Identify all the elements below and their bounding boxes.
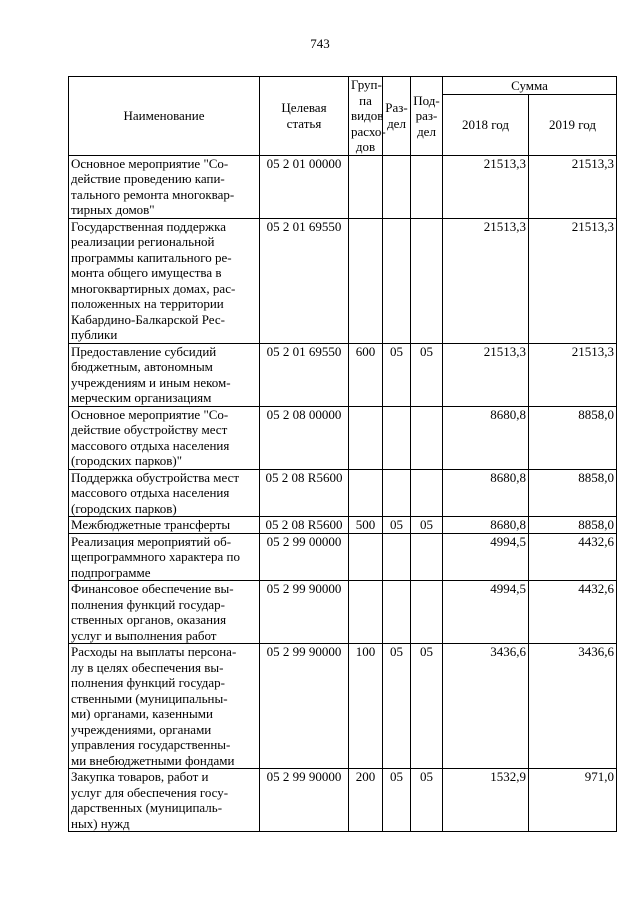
row-sum-2019: 21513,3 (529, 218, 617, 343)
row-sum-2019: 21513,3 (529, 343, 617, 406)
row-expense-group: 500 (349, 517, 383, 534)
row-subsection: 05 (411, 644, 443, 769)
row-target-code: 05 2 99 00000 (260, 533, 349, 581)
table-row (69, 517, 617, 534)
row-section (383, 469, 411, 517)
row-expense-group (349, 581, 383, 644)
row-name: Основное мероприятие "Со- действие обустройству мест массового отдыха населения (городских парков)" (69, 406, 260, 469)
row-name: Закупка товаров, работ и услуг для обеспечения госу- дарственных (муниципаль- ных) нужд (69, 769, 260, 832)
row-expense-group: 200 (349, 769, 383, 832)
row-section (383, 406, 411, 469)
row-sum-2018: 8680,8 (443, 517, 529, 534)
row-name: Государственная поддержка реализации региональной программы капитального ре- монта общего имущества в многоквартирных домах, рас- положенных на территории Кабардино-Балкарской Рес- публики (69, 218, 260, 343)
header-name: Наименование (69, 77, 260, 156)
row-subsection (411, 581, 443, 644)
page-number: 743 (310, 36, 330, 51)
table-row (69, 155, 617, 218)
row-sum-2019: 4432,6 (529, 581, 617, 644)
row-subsection (411, 533, 443, 581)
row-section (383, 155, 411, 218)
row-name: Финансовое обеспечение вы- полнения функций государ- ственных органов, оказания услуг и выполнения работ (69, 581, 260, 644)
row-subsection (411, 218, 443, 343)
row-name: Поддержка обустройства мест массового отдыха населения (городских парков) (69, 469, 260, 517)
row-expense-group: 100 (349, 644, 383, 769)
row-expense-group (349, 406, 383, 469)
row-sum-2019: 971,0 (529, 769, 617, 832)
row-sum-2018: 8680,8 (443, 469, 529, 517)
row-sum-2018: 21513,3 (443, 218, 529, 343)
row-expense-group (349, 533, 383, 581)
row-target-code: 05 2 01 69550 (260, 343, 349, 406)
row-name: Предоставление субсидий бюджетным, автономным учреждениям и иным неком- мерческим организациям (69, 343, 260, 406)
table-row (69, 343, 617, 406)
header-year-2019: 2019 год (529, 95, 617, 155)
table-row (69, 644, 617, 769)
row-section: 05 (383, 769, 411, 832)
header-sum: Сумма (443, 77, 617, 95)
row-subsection: 05 (411, 769, 443, 832)
row-sum-2018: 1532,9 (443, 769, 529, 832)
row-sum-2019: 21513,3 (529, 155, 617, 218)
header-subsection: Под- раз- дел (411, 77, 443, 156)
row-name: Основное мероприятие "Со- действие проведению капи- тального ремонта многоквар- тирных домов" (69, 155, 260, 218)
table-row (69, 406, 617, 469)
row-target-code: 05 2 08 00000 (260, 406, 349, 469)
row-section (383, 533, 411, 581)
row-target-code: 05 2 99 90000 (260, 644, 349, 769)
row-sum-2018: 8680,8 (443, 406, 529, 469)
row-subsection (411, 406, 443, 469)
header-year-2018: 2018 год (443, 95, 529, 155)
row-name: Реализация мероприятий об- щепрограммного характера по подпрограмме (69, 533, 260, 581)
row-sum-2019: 3436,6 (529, 644, 617, 769)
row-sum-2018: 4994,5 (443, 533, 529, 581)
table-row (69, 218, 617, 343)
row-expense-group (349, 469, 383, 517)
table-body (69, 155, 617, 832)
row-expense-group (349, 218, 383, 343)
row-target-code: 05 2 01 00000 (260, 155, 349, 218)
row-subsection (411, 469, 443, 517)
row-subsection: 05 (411, 517, 443, 534)
row-target-code: 05 2 08 R5600 (260, 517, 349, 534)
table-header (69, 77, 617, 156)
row-expense-group (349, 155, 383, 218)
row-expense-group: 600 (349, 343, 383, 406)
row-sum-2018: 21513,3 (443, 155, 529, 218)
row-sum-2018: 21513,3 (443, 343, 529, 406)
row-sum-2019: 8858,0 (529, 469, 617, 517)
row-section: 05 (383, 644, 411, 769)
row-sum-2018: 4994,5 (443, 581, 529, 644)
row-section (383, 218, 411, 343)
row-sum-2019: 8858,0 (529, 406, 617, 469)
row-section (383, 581, 411, 644)
row-target-code: 05 2 99 90000 (260, 581, 349, 644)
row-subsection: 05 (411, 343, 443, 406)
row-sum-2018: 3436,6 (443, 644, 529, 769)
header-section: Раз- дел (383, 77, 411, 156)
row-section: 05 (383, 517, 411, 534)
header-group: Груп- па видов расхо- дов (349, 77, 383, 156)
row-sum-2019: 4432,6 (529, 533, 617, 581)
row-section: 05 (383, 343, 411, 406)
row-sum-2019: 8858,0 (529, 517, 617, 534)
table-row (69, 469, 617, 517)
row-name: Межбюджетные трансферты (69, 517, 260, 534)
table-row (69, 533, 617, 581)
row-target-code: 05 2 08 R5600 (260, 469, 349, 517)
header-target: Целевая статья (260, 77, 349, 156)
budget-table (68, 76, 617, 832)
row-name: Расходы на выплаты персона- лу в целях обеспечения вы- полнения функций государ- ственными (муниципальны- ми) органами, казенными учреждениями, органами управления государственны- ми внебюджетными фондами (69, 644, 260, 769)
row-target-code: 05 2 01 69550 (260, 218, 349, 343)
row-target-code: 05 2 99 90000 (260, 769, 349, 832)
table-row (69, 581, 617, 644)
row-subsection (411, 155, 443, 218)
table-row (69, 769, 617, 832)
